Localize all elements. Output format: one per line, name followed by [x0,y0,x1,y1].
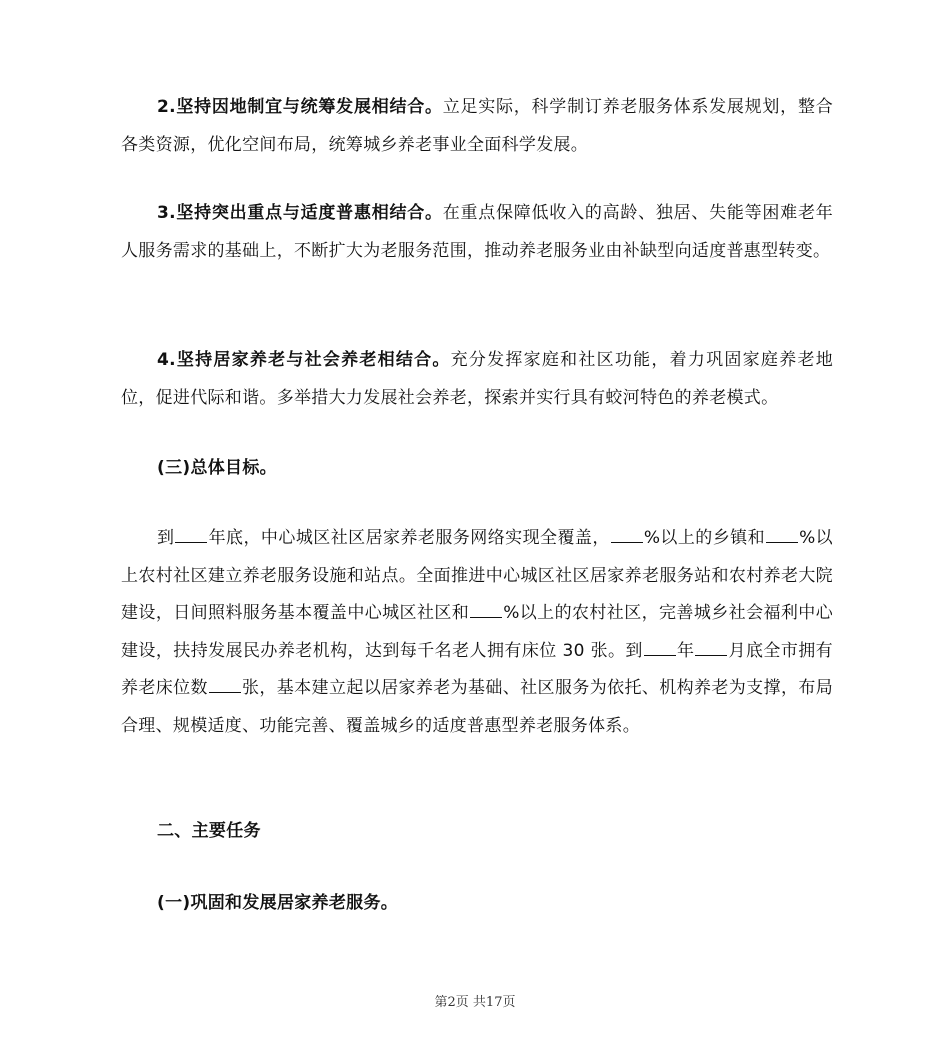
principle-paragraph-3 [121,195,833,270]
goal-text-6: 年 [676,640,695,661]
principle-paragraph-2 [121,89,833,164]
principle-lead-2: 2.坚持因地制宜与统筹发展相结合。 [157,97,443,117]
principle-body-2: 立足实际，科学制订养老服务体系发展规划，整合各类资源，优化空间布局，统筹城乡养老事业全面科学发展。 [121,97,833,155]
principle-body-3: 在重点保障低收入的高龄、独居、失能等困难老年人服务需求的基础上，不断扩大为老服务范围，推动养老服务业由补缺型向适度普惠型转变。 [121,203,833,261]
goal-text-1: 到 [157,528,175,548]
subsection-heading-home-care: (一)巩固和发展居家养老服务。 [157,893,399,913]
goal-text-8: 张，基本建立起以居家养老为基础、社区服务为依托、机构养老为支撑，布局合理、规模适度、功能完善、覆盖城乡的适度普惠型养老服务体系。 [121,678,834,736]
page-number-footer: 第2页 共17页 [434,995,516,1010]
principle-paragraph-4 [121,342,833,417]
goal-text-2: 年底，中心城区社区居家养老服务网络实现全覆盖， [208,528,610,548]
goal-text-5: %以上的农村社区，完善城乡社会福利中心建设，扶持发展民办养老机构，达到每千名老人拥有床位 30 张。到 [121,603,834,661]
goal-text-7: 月底全市拥有养老床位数 [121,640,833,698]
principle-body-4: 充分发挥家庭和社区功能，着力巩固家庭养老地位，促进代际和谐。多举措大力发展社会养老，探索并实行具有蛟河特色的养老模式。 [121,350,833,408]
blank-year-1 [175,527,207,543]
blank-percent-daycare [470,602,502,618]
blank-month [695,640,727,656]
blank-bed-count [209,677,241,693]
blank-year-2 [644,640,676,656]
principle-lead-3: 3.坚持突出重点与适度普惠相结合。 [157,203,443,223]
principle-lead-4: 4.坚持居家养老与社会养老相结合。 [157,350,451,370]
goal-text-3: %以上的乡镇和 [643,528,766,548]
blank-percent-township [611,527,643,543]
overall-goal-paragraph [121,520,833,745]
blank-percent-rural [766,527,798,543]
section-heading-main-tasks: 二、主要任务 [157,821,261,841]
goal-text-4: %以上农村社区建立养老服务设施和站点。全面推进中心城区社区居家养老服务站和农村养老大院建设，日间照料服务基本覆盖中心城区社区和 [121,528,833,623]
section-heading-overall-goal: (三)总体目标。 [157,458,277,478]
